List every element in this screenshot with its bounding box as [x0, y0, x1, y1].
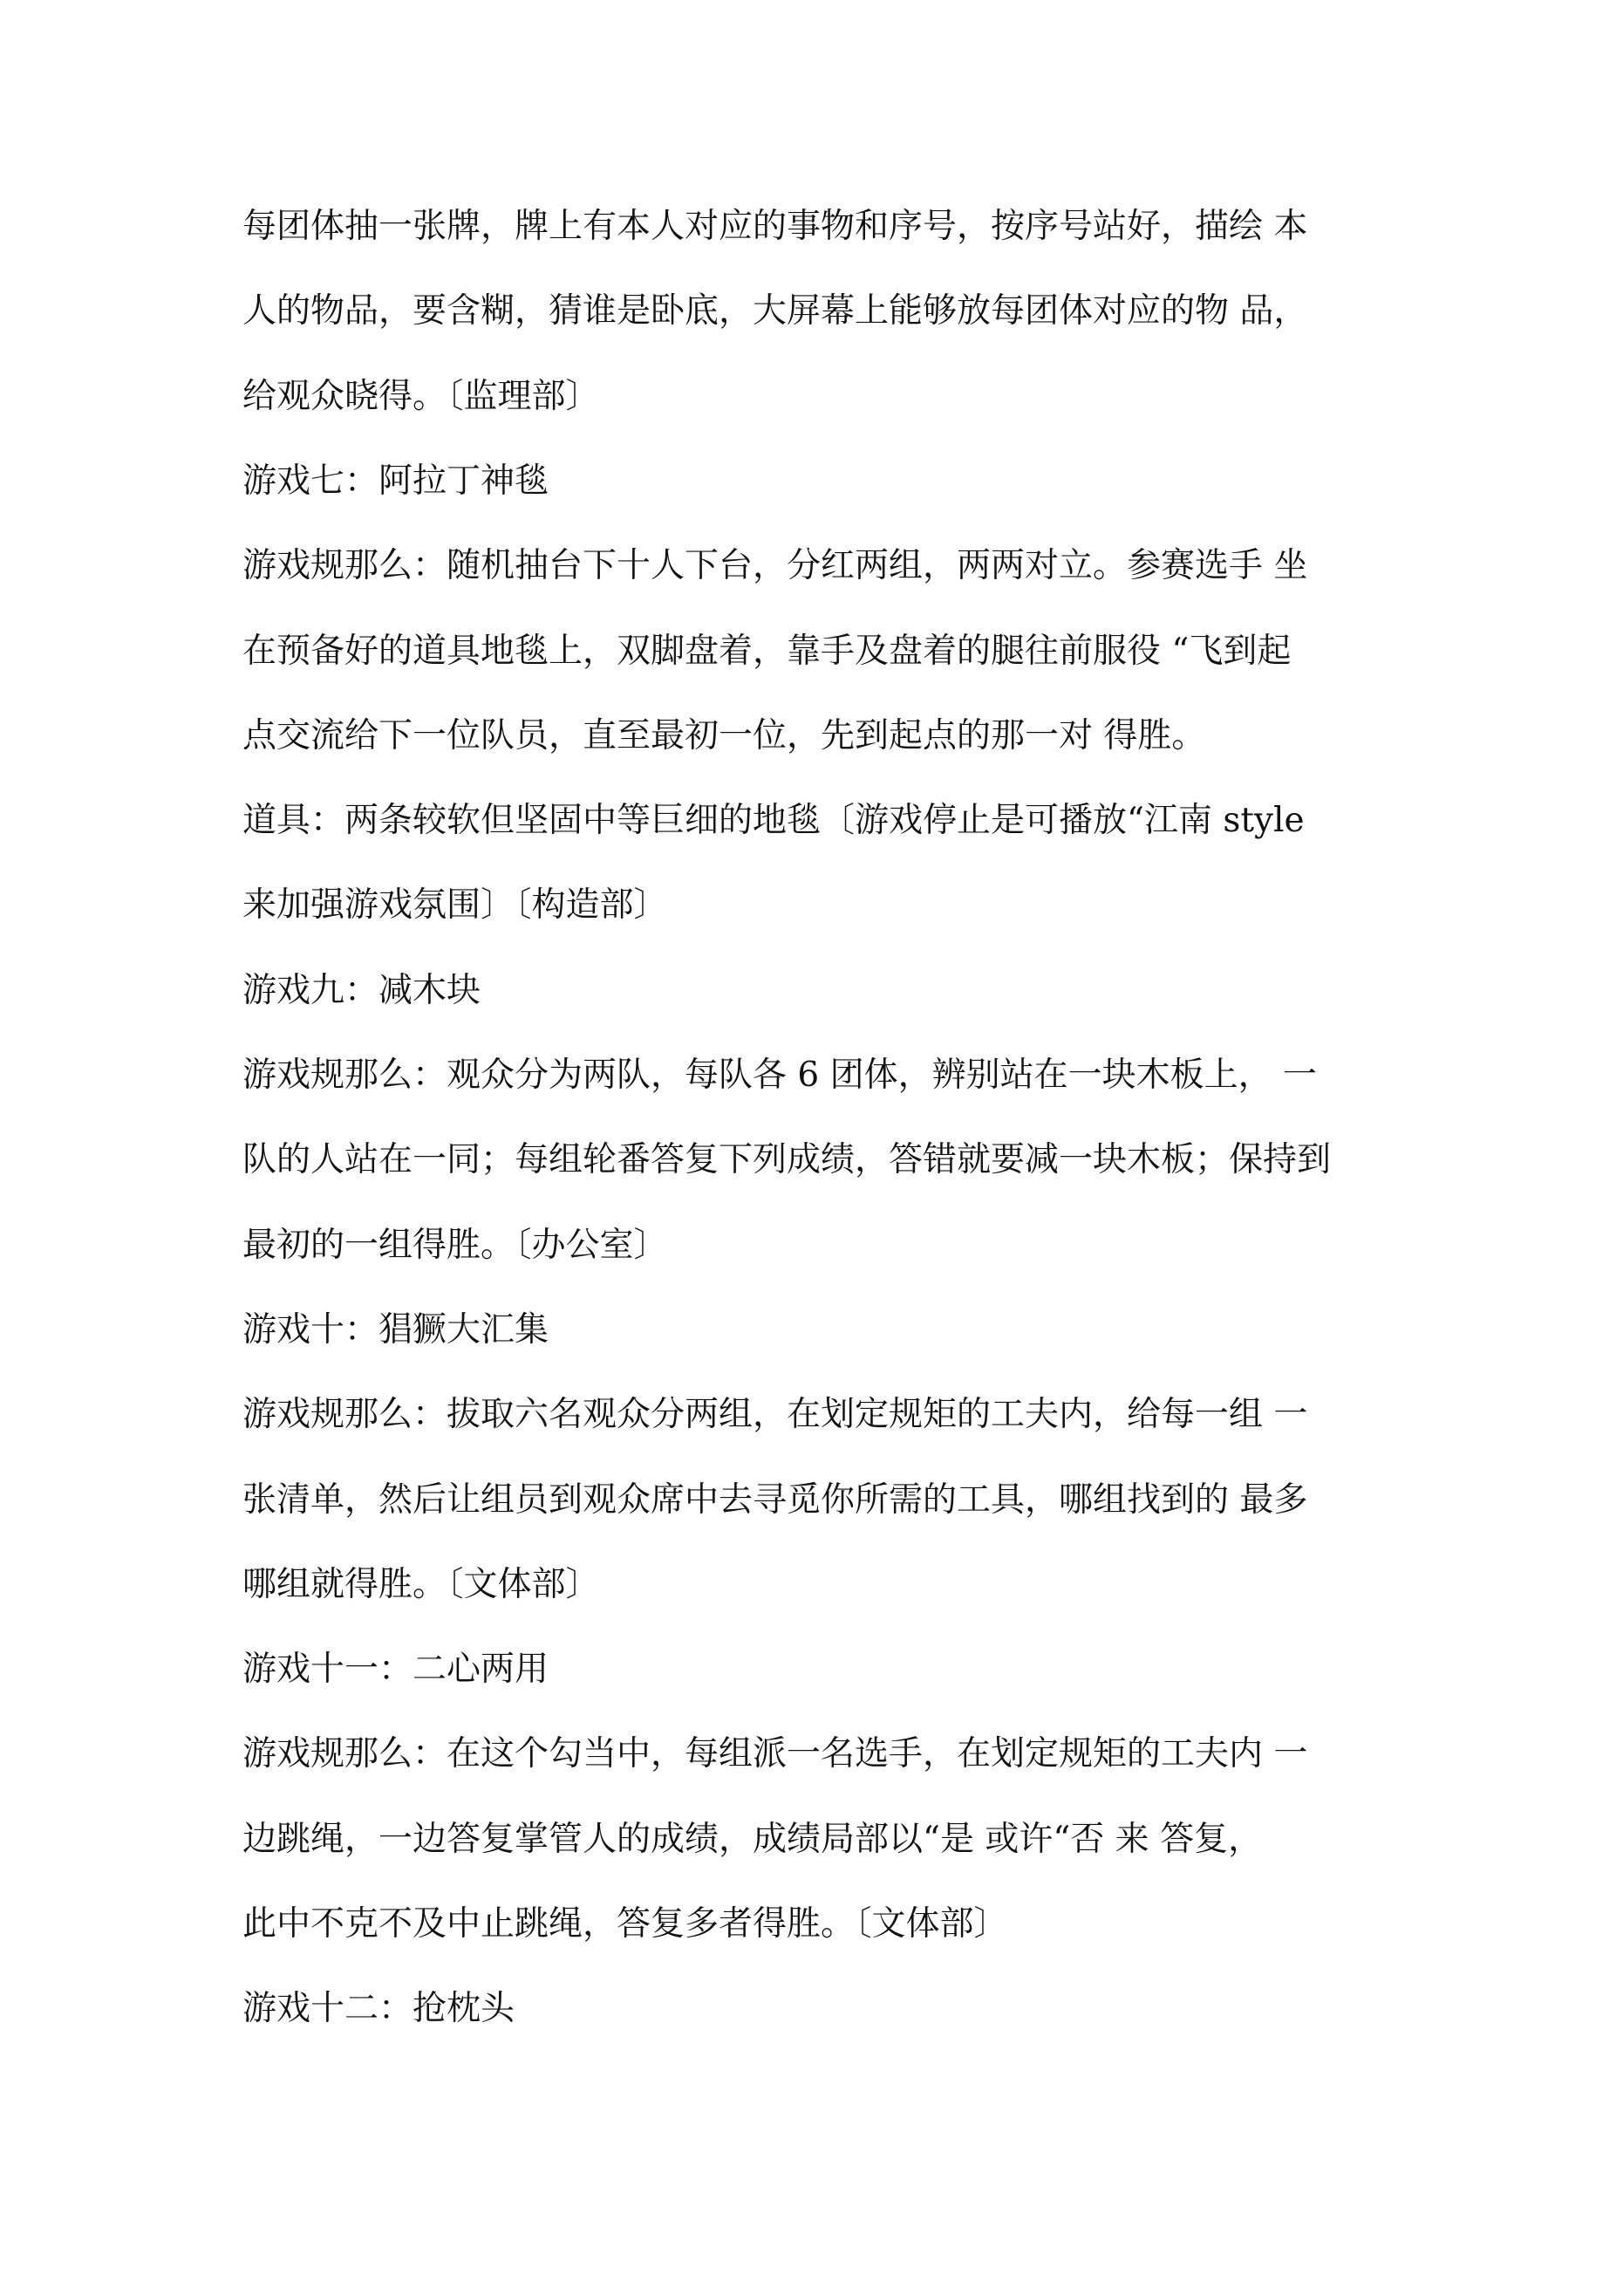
paragraph-line: 在预备好的道具地毯上，双脚盘着，靠手及盘着的腿往前服役 “飞到起 — [242, 632, 1292, 671]
paragraph-line: 游戏规那么：拔取六名观众分两组，在划定规矩的工夫内，给每一组 一 — [242, 1395, 1308, 1434]
paragraph-line: 每团体抽一张牌，牌上有本人对应的事物和序号，按序号站好，描绘 本 — [242, 207, 1308, 246]
section-heading: 游戏七：阿拉丁神毯 — [242, 461, 549, 501]
section-heading: 游戏九：减木块 — [242, 971, 481, 1010]
section-heading: 游戏十二：抢枕头 — [242, 1989, 515, 2028]
paragraph-line: 最初的一组得胜。〔办公室〕 — [242, 1226, 668, 1265]
paragraph-line: 张清单，然后让组员到观众席中去寻觅你所需的工具，哪组找到的 最多 — [242, 1480, 1308, 1520]
paragraph-line: 哪组就得胜。〔文体部〕 — [242, 1565, 600, 1604]
paragraph-line: 人的物品，要含糊，猜谁是卧底，大屏幕上能够放每团体对应的物 品， — [242, 291, 1308, 331]
paragraph-line: 边跳绳，一边答复掌管人的成绩，成绩局部以“是 或许“否 来 答复， — [242, 1820, 1263, 1859]
paragraph-line: 队的人站在一同；每组轮番答复下列成绩，答错就要减一块木板；保持到 — [242, 1140, 1332, 1179]
section-heading: 游戏十：猖獗大汇集 — [242, 1310, 549, 1350]
section-heading: 游戏十一：二心两用 — [242, 1650, 549, 1689]
paragraph-line: 给观众晓得。〔监理部〕 — [242, 377, 600, 416]
paragraph-line: 游戏规那么：观众分为两队，每队各 6 团体，辨别站在一块木板上， 一 — [242, 1056, 1318, 1095]
paragraph-line: 来加强游戏氛围〕〔构造部〕 — [242, 885, 668, 925]
paragraph-line: 此中不克不及中止跳绳，答复多者得胜。〔文体部〕 — [242, 1904, 1008, 1944]
paragraph-line: 游戏规那么：随机抽台下十人下台，分红两组，两两对立。参赛选手 坐 — [242, 546, 1308, 585]
paragraph-line: 游戏规那么：在这个勾当中，每组派一名选手，在划定规矩的工夫内 一 — [242, 1734, 1308, 1773]
paragraph-line: 道具：两条较软但坚固中等巨细的地毯〔游戏停止是可播放“江南 style — [242, 801, 1305, 840]
paragraph-line: 点交流给下一位队员，直至最初一位，先到起点的那一对 得胜。 — [242, 716, 1206, 755]
